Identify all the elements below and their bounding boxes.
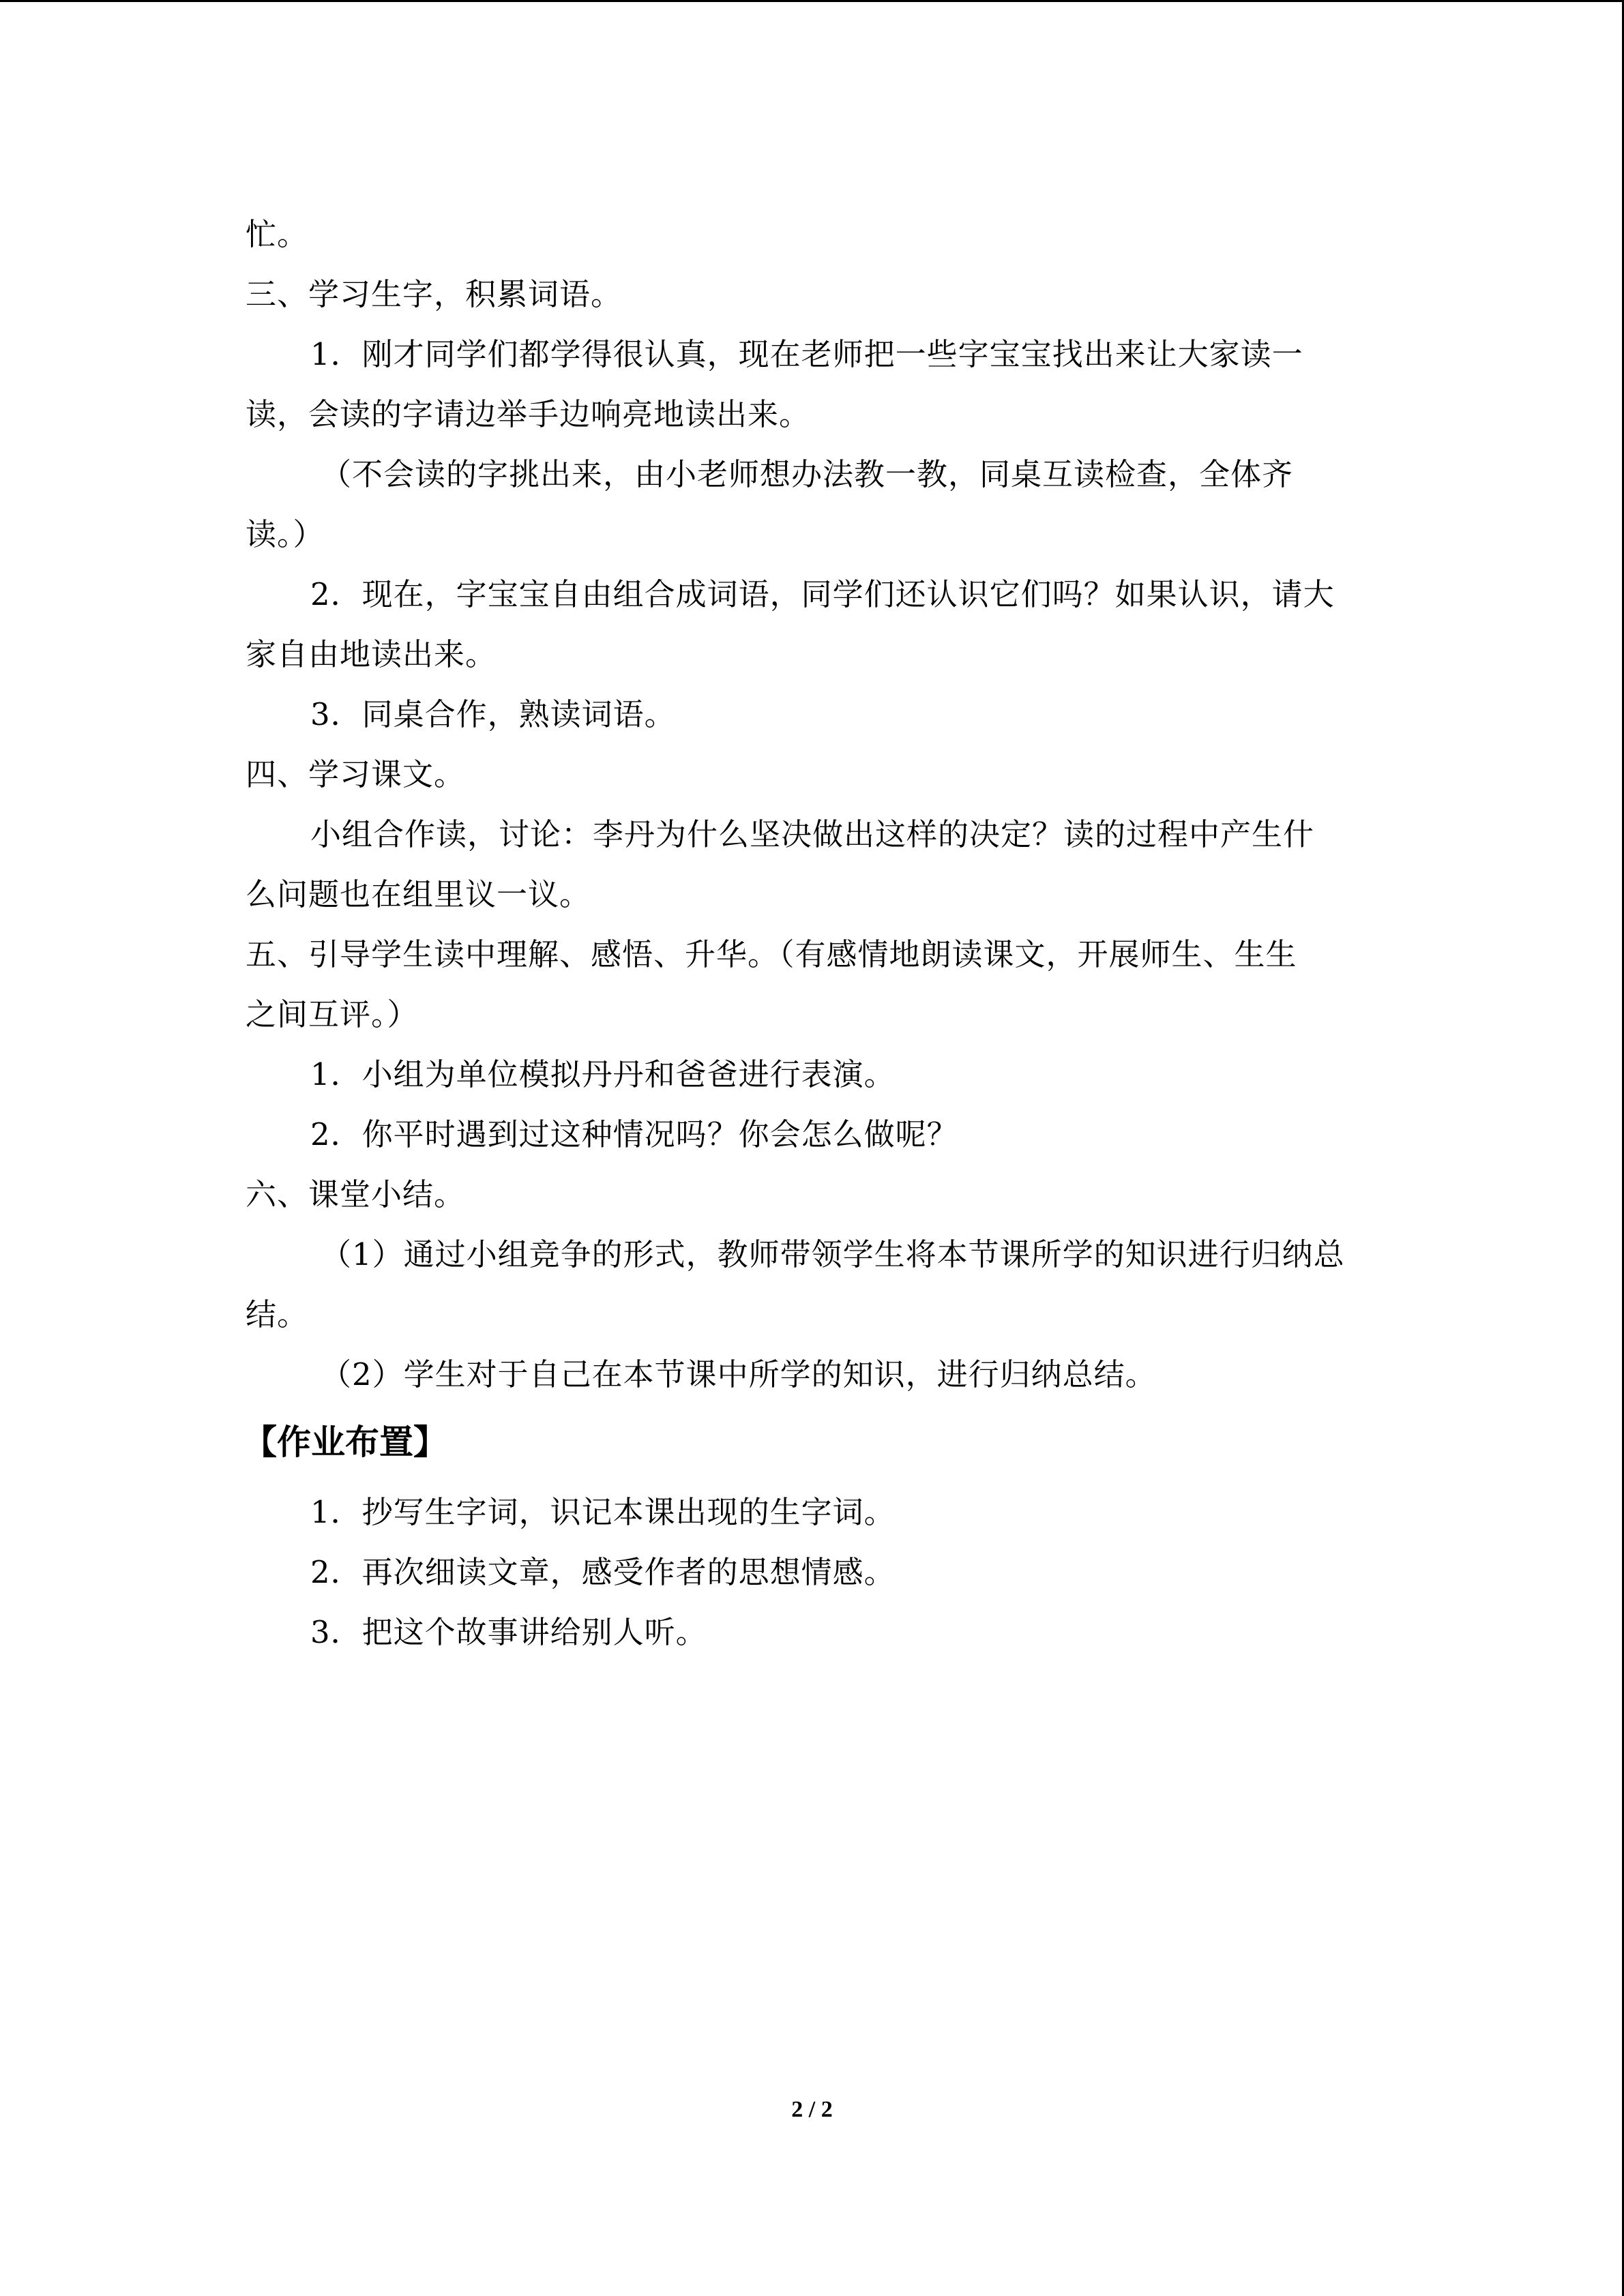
document-body <box>243 205 1381 1663</box>
text-line: 读。） <box>246 516 325 552</box>
section-heading-5: 五、引导学生读中理解、感悟、升华。（有感情地朗读课文，开展师生、生生 <box>246 936 1297 972</box>
text-line: 之间互评。） <box>246 996 419 1032</box>
page-number: 2 / 2 <box>791 2097 833 2122</box>
section-heading-3: 三、学习生字，积累词语。 <box>246 276 623 312</box>
text-line: 2．现在，字宝宝自由组合成词语，同学们还认识它们吗？如果认识，请大 <box>310 576 1335 612</box>
homework-heading: 【作业布置】 <box>243 1422 447 1462</box>
text-line: （1）通过小组竞争的形式，教师带领学生将本节课所学的知识进行归纳总 <box>321 1236 1345 1272</box>
text-line: （不会读的字挑出来，由小老师想办法教一教，同桌互读检查，全体齐 <box>321 456 1294 492</box>
homework-list <box>246 1482 1381 1663</box>
text-line: 小组合作读，讨论：李丹为什么坚决做出这样的决定？读的过程中产生什 <box>310 816 1315 852</box>
text-line: 么问题也在组里议一议。 <box>246 876 591 912</box>
section-heading-6: 六、课堂小结。 <box>246 1176 466 1212</box>
homework-item: 3．把这个故事讲给别人听。 <box>310 1614 707 1650</box>
homework-item: 2．再次细读文章，感受作者的思想情感。 <box>310 1554 896 1590</box>
text-line: 读，会读的字请边举手边响亮地读出来。 <box>246 396 811 432</box>
text-line: 1．小组为单位模拟丹丹和爸爸进行表演。 <box>310 1056 896 1092</box>
text-line: （2）学生对于自己在本节课中所学的知识，进行归纳总结。 <box>321 1356 1157 1392</box>
text-line: 2．你平时遇到过这种情况吗？你会怎么做呢？ <box>310 1116 958 1152</box>
text-line: 1．刚才同学们都学得很认真，现在老师把一些字宝宝找出来让大家读一 <box>310 336 1303 372</box>
text-line: 3．同桌合作，熟读词语。 <box>310 696 676 732</box>
text-line: 忙。 <box>246 216 309 252</box>
section-heading-4: 四、学习课文。 <box>246 756 466 792</box>
text-line: 结。 <box>246 1296 309 1332</box>
homework-item: 1．抄写生字词，识记本课出现的生字词。 <box>310 1494 896 1530</box>
text-line: 家自由地读出来。 <box>246 636 497 672</box>
